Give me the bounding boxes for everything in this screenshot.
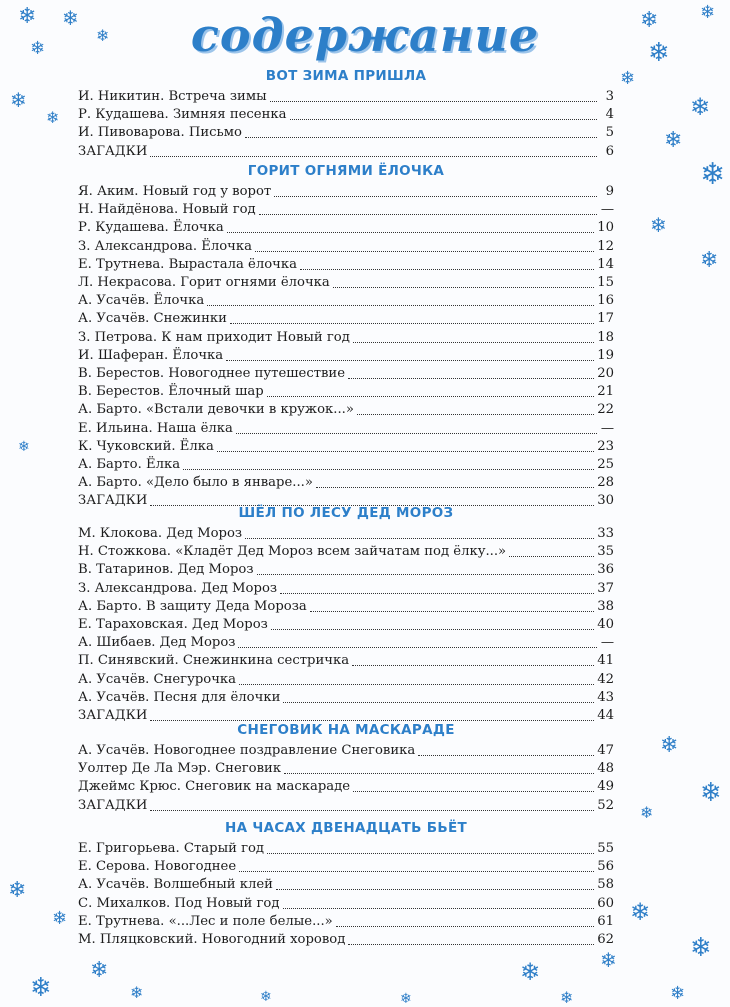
- snowflake-icon: ❄: [18, 439, 30, 455]
- snowflake-icon: ❄: [260, 989, 272, 1005]
- snowflake-icon: ❄: [630, 898, 651, 926]
- dot-leader: [239, 871, 594, 872]
- entry-title: И. Шаферан. Ёлочка: [78, 347, 224, 363]
- entry-title: Е. Трутнева. «...Лес и поле белые...»: [78, 913, 333, 929]
- page-number: —: [600, 202, 614, 218]
- dot-leader: [255, 251, 594, 252]
- entry-title: З. Александрова. Дед Мороз: [78, 580, 278, 596]
- entry-title: Р. Кудашева. Зимняя песенка: [78, 107, 287, 123]
- toc-entry: [78, 598, 614, 616]
- toc-entry: [78, 124, 614, 142]
- entry-title: А. Шибаев. Дед Мороз: [78, 635, 236, 651]
- page-number: 17: [597, 311, 614, 327]
- toc-entry: [78, 347, 614, 365]
- entry-title: И. Никитин. Встреча зимы: [78, 89, 267, 104]
- entry-title: М. Пляцковский. Новогодний хоровод: [78, 932, 346, 947]
- toc-entry: [78, 420, 614, 438]
- page-number: 16: [597, 293, 614, 309]
- snowflake-icon: ❄: [520, 958, 541, 986]
- entry-title: А. Усачёв. Волшебный клей: [78, 877, 273, 893]
- toc-entry: [78, 401, 614, 419]
- snowflake-icon: ❄: [400, 991, 412, 1007]
- snowflake-icon: ❄: [700, 248, 719, 273]
- dot-leader: [271, 629, 594, 630]
- snowflake-icon: ❄: [30, 38, 46, 59]
- page-number: 10: [597, 220, 614, 236]
- snowflake-icon: ❄: [46, 108, 60, 127]
- page-number: 37: [597, 580, 614, 596]
- entry-title: В. Берестов. Новогоднее путешествие: [78, 366, 346, 381]
- snowflake-icon: ❄: [640, 8, 659, 33]
- page-number: 15: [597, 275, 614, 290]
- dot-leader: [280, 593, 594, 594]
- dot-leader: [353, 342, 594, 343]
- dot-leader: [245, 538, 594, 539]
- dot-leader: [283, 702, 594, 703]
- toc-entry: [78, 256, 614, 274]
- entry-title: ЗАГАДКИ: [78, 493, 148, 509]
- dot-leader: [238, 647, 597, 648]
- entry-title: А. Усачёв. Новогоднее поздравление Снеговика: [78, 743, 416, 758]
- toc-entry: [78, 913, 614, 931]
- entry-title: А. Барто. В защиту Деда Мороза: [78, 598, 307, 614]
- page-number: 14: [597, 256, 614, 272]
- page-number: 12: [597, 238, 614, 254]
- page-number: 62: [597, 932, 614, 947]
- page-number: —: [600, 635, 614, 651]
- dot-leader: [267, 396, 594, 397]
- dot-leader: [226, 360, 594, 361]
- section-heading: ШЁЛ ПО ЛЕСУ ДЕД МОРОЗ: [238, 505, 454, 521]
- page-number: 49: [597, 779, 614, 795]
- dot-leader: [310, 611, 594, 612]
- entry-title: А. Барто. Ёлка: [78, 457, 181, 472]
- dot-leader: [270, 101, 597, 102]
- dot-leader: [230, 323, 594, 324]
- snowflake-icon: ❄: [600, 948, 617, 972]
- toc-entry: [78, 438, 614, 456]
- entry-title: В. Берестов. Ёлочный шар: [78, 384, 264, 400]
- page-number: 28: [597, 475, 614, 491]
- toc-entry: [78, 474, 614, 492]
- toc-entry: [78, 143, 614, 161]
- toc-entry: [78, 634, 614, 652]
- dot-leader: [348, 944, 594, 945]
- toc-entry: [78, 876, 614, 894]
- toc-entry: [78, 652, 614, 670]
- dot-leader: [150, 810, 594, 811]
- page-number: 9: [605, 184, 614, 199]
- entry-title: Я. Аким. Новый год у ворот: [78, 184, 272, 199]
- toc-entry: [78, 106, 614, 124]
- toc-entry: [78, 689, 614, 707]
- snowflake-icon: ❄: [96, 26, 110, 45]
- dot-leader: [257, 574, 595, 575]
- entry-title: Е. Григорьева. Старый год: [78, 841, 265, 856]
- dot-leader: [276, 889, 594, 890]
- toc-entry: [78, 292, 614, 310]
- entry-title: Л. Некрасова. Горит огнями ёлочка: [78, 275, 330, 290]
- entry-title: А. Усачёв. Снежинки: [78, 311, 227, 327]
- page-number: —: [600, 420, 614, 436]
- snowflake-icon: ❄: [690, 93, 711, 121]
- toc-entry: [78, 88, 614, 106]
- toc-entry: [78, 760, 614, 778]
- page-number: 60: [597, 895, 614, 911]
- entry-title: ЗАГАДКИ: [78, 708, 148, 723]
- page-number: 47: [597, 743, 614, 758]
- entry-title: М. Клокова. Дед Мороз: [78, 526, 243, 541]
- toc-entry: [78, 671, 614, 689]
- page-number: 20: [597, 366, 614, 381]
- entry-title: А. Усачёв. Ёлочка: [78, 293, 205, 309]
- snowflake-icon: ❄: [620, 68, 636, 89]
- toc-entry: [78, 797, 614, 815]
- dot-leader: [207, 305, 594, 306]
- dot-leader: [418, 755, 594, 756]
- snowflake-icon: ❄: [700, 778, 722, 808]
- page-number: 35: [597, 544, 614, 560]
- page-number: 3: [605, 89, 614, 104]
- toc-entry: [78, 543, 614, 561]
- toc-entry: [78, 858, 614, 876]
- toc-entry: [78, 238, 614, 256]
- toc-entry: [78, 895, 614, 913]
- entry-title: А. Усачёв. Снегурочка: [78, 671, 237, 687]
- snowflake-icon: ❄: [90, 958, 109, 983]
- toc-entry: [78, 778, 614, 796]
- entry-title: П. Синявский. Снежинкина сестричка: [78, 653, 350, 669]
- snowflake-icon: ❄: [664, 128, 683, 153]
- page-number: 38: [597, 598, 614, 614]
- page-number: 21: [597, 384, 614, 400]
- snowflake-icon: ❄: [52, 908, 68, 929]
- page-title: содержание: [190, 8, 540, 62]
- page-number: 56: [597, 859, 614, 875]
- page-number: 25: [597, 457, 614, 472]
- toc-entry: [78, 274, 614, 292]
- page-number: 19: [597, 347, 614, 363]
- toc-entry: [78, 219, 614, 237]
- snowflake-icon: ❄: [8, 878, 27, 903]
- entry-title: З. Петрова. К нам приходит Новый год: [78, 329, 350, 345]
- entry-title: ЗАГАДКИ: [78, 797, 148, 813]
- page-number: 42: [597, 671, 614, 687]
- section-heading: ГОРИТ ОГНЯМИ ЁЛОЧКА: [247, 163, 445, 179]
- dot-leader: [336, 926, 594, 927]
- dot-leader: [267, 853, 594, 854]
- snowflake-icon: ❄: [700, 2, 716, 23]
- dot-leader: [316, 487, 594, 488]
- toc-entry: [78, 183, 614, 201]
- snowflake-icon: ❄: [30, 973, 52, 1003]
- entry-title: А. Усачёв. Песня для ёлочки: [78, 689, 281, 705]
- toc-entry: [78, 329, 614, 347]
- page-number: 22: [597, 402, 614, 418]
- snowflake-icon: ❄: [560, 988, 574, 1007]
- dot-leader: [150, 156, 597, 157]
- dot-leader: [509, 556, 594, 557]
- page-number: 48: [597, 761, 614, 777]
- toc-entry: [78, 840, 614, 858]
- entry-title: Н. Найдёнова. Новый год: [78, 202, 256, 218]
- dot-leader: [217, 451, 594, 452]
- page-number: 6: [605, 143, 614, 159]
- page-number: 44: [597, 708, 614, 723]
- entry-title: Е. Серова. Новогоднее: [78, 859, 237, 875]
- snowflake-icon: ❄: [62, 6, 79, 30]
- entry-title: Е. Трутнева. Вырастала ёлочка: [78, 256, 297, 272]
- dot-leader: [245, 137, 597, 138]
- dot-leader: [348, 378, 594, 379]
- dot-leader: [183, 469, 594, 470]
- page-number: 36: [597, 562, 614, 578]
- dot-leader: [352, 665, 594, 666]
- dot-leader: [357, 414, 594, 415]
- page-number: 52: [597, 797, 614, 813]
- dot-leader: [283, 908, 595, 909]
- dot-leader: [259, 214, 597, 215]
- entry-title: С. Михалков. Под Новый год: [78, 895, 280, 911]
- entry-title: З. Александрова. Ёлочка: [78, 238, 252, 254]
- page-number: 23: [597, 438, 614, 454]
- toc-entry: [78, 365, 614, 383]
- dot-leader: [300, 269, 594, 270]
- toc-entry: [78, 742, 614, 760]
- snowflake-icon: ❄: [130, 983, 144, 1002]
- entry-title: Уолтер Де Ла Мэр. Снеговик: [78, 761, 282, 777]
- snowflake-icon: ❄: [660, 733, 679, 758]
- page-number: 55: [597, 841, 614, 856]
- entry-title: Джеймс Крюс. Снеговик на маскараде: [78, 779, 351, 795]
- entry-title: ЗАГАДКИ: [78, 143, 148, 159]
- page-number: 40: [597, 617, 614, 632]
- section-heading: ВОТ ЗИМА ПРИШЛА: [265, 68, 427, 84]
- toc-entry: [78, 561, 614, 579]
- toc-entry: [78, 383, 614, 401]
- entry-title: Р. Кудашева. Ёлочка: [78, 220, 224, 236]
- entry-title: К. Чуковский. Ёлка: [78, 438, 214, 454]
- entry-title: И. Пивоварова. Письмо: [78, 125, 242, 141]
- snowflake-icon: ❄: [10, 88, 27, 112]
- snowflake-icon: ❄: [18, 4, 37, 29]
- dot-leader: [150, 720, 594, 721]
- dot-leader: [353, 791, 594, 792]
- entry-title: А. Барто. «Встали девочки в кружок...»: [78, 402, 354, 418]
- toc-entry: [78, 201, 614, 219]
- page-number: 43: [597, 689, 614, 705]
- entry-title: Н. Стожкова. «Кладёт Дед Мороз всем зайчатам под ёлку...»: [78, 544, 507, 560]
- entry-title: Е. Ильина. Наша ёлка: [78, 420, 233, 436]
- snowflake-icon: ❄: [690, 933, 712, 963]
- dot-leader: [284, 773, 594, 774]
- snowflake-icon: ❄: [640, 803, 654, 822]
- toc-entry: [78, 456, 614, 474]
- toc-entry: [78, 580, 614, 598]
- dot-leader: [333, 287, 594, 288]
- page-number: 4: [605, 107, 614, 123]
- page-number: 5: [605, 125, 614, 141]
- snowflake-icon: ❄: [650, 213, 667, 237]
- entry-title: Е. Тараховская. Дед Мороз: [78, 617, 268, 632]
- page-number: 33: [597, 526, 614, 541]
- toc-entry: [78, 310, 614, 328]
- toc-entry: [78, 931, 614, 949]
- toc-entry: [78, 525, 614, 543]
- snowflake-icon: ❄: [670, 983, 686, 1004]
- dot-leader: [274, 196, 597, 197]
- section-heading: НА ЧАСАХ ДВЕНАДЦАТЬ БЬЁТ: [225, 820, 467, 836]
- dot-leader: [236, 433, 597, 434]
- page-number: 41: [597, 653, 614, 669]
- section-heading: СНЕГОВИК НА МАСКАРАДЕ: [237, 722, 455, 738]
- page-number: 30: [597, 493, 614, 509]
- entry-title: А. Барто. «Дело было в январе...»: [78, 475, 313, 491]
- snowflake-icon: ❄: [700, 157, 726, 192]
- page-number: 61: [597, 913, 614, 929]
- dot-leader: [227, 232, 595, 233]
- page-number: 18: [597, 329, 614, 345]
- snowflake-icon: ❄: [648, 38, 670, 68]
- dot-leader: [239, 684, 594, 685]
- page-number: 58: [597, 877, 614, 893]
- toc-entry: [78, 616, 614, 634]
- dot-leader: [290, 119, 597, 120]
- entry-title: В. Татаринов. Дед Мороз: [78, 562, 254, 578]
